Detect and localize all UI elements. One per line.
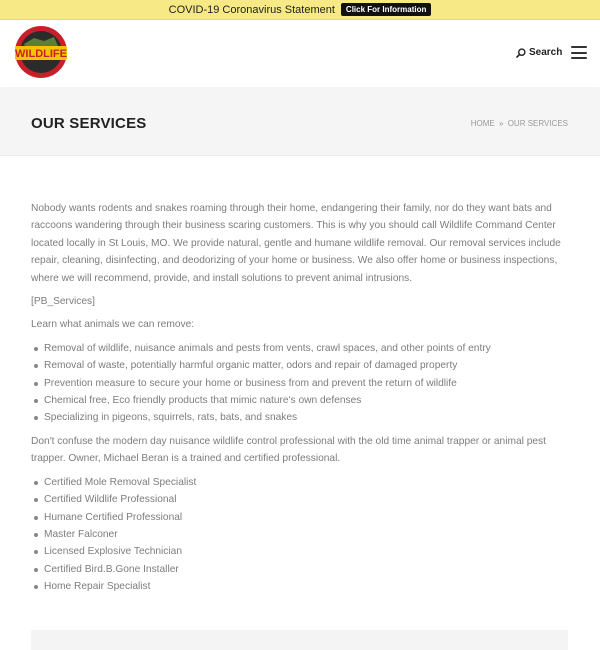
page-title-band [0,88,600,156]
breadcrumb-home-link[interactable]: HOME [470,119,495,128]
list-item: Certified Bird.B.Gone Installer [31,561,571,578]
page-title: OUR SERVICES [31,115,147,132]
animals-heading: Learn what animals we can remove: [31,319,195,331]
breadcrumb-current: OUR SERVICES [507,119,568,128]
covid-notice-bar [0,0,600,20]
breadcrumb [471,119,568,128]
list-item: Certified Wildlife Professional [31,491,571,508]
list-item: Specializing in pigeons, squirrels, rats, bats, and snakes [31,409,571,426]
owner-paragraph: Don't confuse the modern day nuisance wildlife control professional with the old time animal trapper or animal pest trapper. Owner, Michael Beran is a trained and certified professional. [31,435,546,465]
list-item: Removal of wildlife, nuisance animals and pests from vents, crawl spaces, and other points of entry [31,340,571,357]
services-shortcode: [PB_Services] [31,296,95,308]
list-item: Removal of waste, potentially harmful organic matter, odors and repair of damaged property [31,357,571,374]
list-item: Humane Certified Professional [31,509,571,526]
certifications-list [31,474,571,596]
svg-text:WILDLIFE: WILDLIFE [15,48,67,60]
search-label: Search [529,47,563,58]
covid-notice-text: COVID-19 Coronavirus Statement [168,3,335,16]
list-item: Prevention measure to secure your home or business from and prevent the return of wildlife [31,375,571,392]
wildlife-logo[interactable] [10,24,72,80]
list-item: Chemical free, Eco friendly products that mimic nature's own defenses [31,392,571,409]
click-for-information-button[interactable]: Click For Information [341,3,431,16]
list-item: Home Repair Specialist [31,578,571,595]
breadcrumb-separator: » [499,119,504,128]
services-list [31,340,571,427]
search-button[interactable] [516,47,562,58]
site-header [0,21,600,87]
hamburger-menu-icon[interactable] [571,46,587,59]
search-icon [516,48,526,58]
list-item: Certified Mole Removal Specialist [31,474,571,491]
list-item: Licensed Explosive Technician [31,543,571,560]
list-item: Master Falconer [31,526,571,543]
main-content [31,200,571,602]
footer-panel [31,630,568,650]
intro-paragraph: Nobody wants rodents and snakes roaming through their home, endangering their family, nor do they want bats and raccoons wandering through their business scaring customers. This is why you should call Wildlife Command Center located locally in St Louis, MO. We provide natural, gentle and humane wildlife removal. Our removal services include repair, cleaning, disinfecting, and deodorizing of your home or business. We also offer home or business inspections, where we will recommend, provide, and install solutions to prevent animal intrusions. [31,203,561,284]
